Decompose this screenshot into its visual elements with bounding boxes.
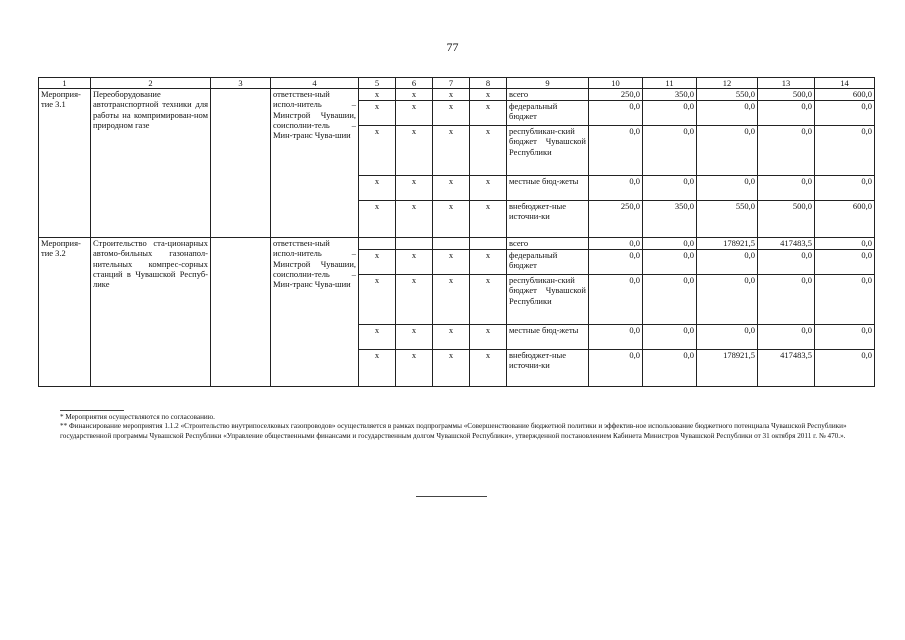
funding-source-cell: республикан-ский бюджет Чувашской Республики	[507, 275, 589, 325]
program-table	[38, 77, 875, 387]
code-cell: x	[359, 250, 396, 275]
value-cell: 500,0	[758, 201, 815, 238]
header-cell: 2	[91, 78, 211, 89]
code-cell: x	[470, 201, 507, 238]
measure-name-cell: Строительство ста-ционарных автомо-бильных газонапол-нительных компрес-сорных станций в Чувашской Респуб-лике	[91, 238, 211, 387]
value-cell: 0,0	[697, 250, 758, 275]
funding-source-cell: внебюджет-ные источни-ки	[507, 350, 589, 387]
value-cell: 0,0	[643, 250, 697, 275]
value-cell: 0,0	[643, 350, 697, 387]
code-cell: x	[359, 275, 396, 325]
value-cell: 0,0	[758, 250, 815, 275]
value-cell: 0,0	[589, 350, 643, 387]
value-cell: 0,0	[758, 325, 815, 350]
end-separator	[416, 496, 487, 497]
code-cell: x	[433, 201, 470, 238]
funding-source-cell: всего	[507, 238, 589, 250]
code-cell: x	[433, 325, 470, 350]
header-cell: 1	[39, 78, 91, 89]
value-cell: 0,0	[697, 275, 758, 325]
value-cell: 0,0	[697, 176, 758, 201]
header-row	[39, 78, 875, 89]
header-cell: 4	[271, 78, 359, 89]
responsible-cell	[211, 89, 271, 238]
code-cell: x	[359, 89, 396, 101]
value-cell: 250,0	[589, 201, 643, 238]
code-cell: x	[396, 126, 433, 176]
value-cell: 178921,5	[697, 350, 758, 387]
code-cell: x	[396, 176, 433, 201]
value-cell: 0,0	[815, 126, 875, 176]
value-cell: 0,0	[758, 101, 815, 126]
value-cell: 0,0	[758, 275, 815, 325]
responsible-cell	[211, 238, 271, 387]
header-cell: 6	[396, 78, 433, 89]
value-cell: 0,0	[589, 176, 643, 201]
funding-source-cell: федеральный бюджет	[507, 101, 589, 126]
value-cell: 417483,5	[758, 350, 815, 387]
code-cell: x	[359, 325, 396, 350]
value-cell: 250,0	[589, 89, 643, 101]
value-cell: 0,0	[815, 176, 875, 201]
header-cell: 12	[697, 78, 758, 89]
measure-name-cell: Переоборудование автотранспортной техники для работы на компримирован-ном природном газе	[91, 89, 211, 238]
code-cell: x	[359, 126, 396, 176]
code-cell: x	[396, 201, 433, 238]
value-cell: 350,0	[643, 89, 697, 101]
header-cell: 3	[211, 78, 271, 89]
code-cell	[470, 238, 507, 250]
code-cell: x	[470, 350, 507, 387]
code-cell: x	[433, 350, 470, 387]
value-cell: 0,0	[589, 275, 643, 325]
value-cell: 350,0	[643, 201, 697, 238]
value-cell: 0,0	[758, 176, 815, 201]
header-cell: 5	[359, 78, 396, 89]
code-cell: x	[396, 89, 433, 101]
header-cell: 8	[470, 78, 507, 89]
value-cell: 0,0	[643, 176, 697, 201]
value-cell: 178921,5	[697, 238, 758, 250]
code-cell: x	[470, 275, 507, 325]
value-cell: 550,0	[697, 89, 758, 101]
value-cell: 0,0	[643, 238, 697, 250]
value-cell: 600,0	[815, 201, 875, 238]
footnote-2: ** Финансирование мероприятия 1.1.2 «Строительство внутрипоселковых газопроводов» осуществляется в рамках подпрограммы «Совершенствование бюджетной политики и эффектив-ное использование бюджетного потенциала Чувашской Республики» государственной программы Чувашской Республики «Управление общественными финансами и государственным долгом Чувашской Республики», утвержденной постановлением Кабинета Министров Чувашской Республики от 31 октября 2011 г. № 470.».	[60, 422, 847, 440]
header-cell: 11	[643, 78, 697, 89]
code-cell: x	[470, 176, 507, 201]
value-cell: 0,0	[697, 101, 758, 126]
value-cell: 0,0	[589, 101, 643, 126]
value-cell: 550,0	[697, 201, 758, 238]
table-row	[39, 89, 875, 101]
code-cell	[433, 238, 470, 250]
code-cell: x	[433, 89, 470, 101]
value-cell: 0,0	[589, 238, 643, 250]
header-cell: 10	[589, 78, 643, 89]
value-cell: 0,0	[815, 238, 875, 250]
header-cell: 7	[433, 78, 470, 89]
code-cell: x	[470, 325, 507, 350]
code-cell: x	[470, 250, 507, 275]
funding-source-cell: федеральный бюджет	[507, 250, 589, 275]
value-cell: 417483,5	[758, 238, 815, 250]
header-cell: 14	[815, 78, 875, 89]
value-cell: 0,0	[643, 275, 697, 325]
funding-source-cell: местные бюд-жеты	[507, 325, 589, 350]
code-cell: x	[433, 250, 470, 275]
code-cell: x	[433, 126, 470, 176]
value-cell: 0,0	[815, 275, 875, 325]
code-cell: x	[359, 350, 396, 387]
code-cell: x	[470, 101, 507, 126]
value-cell: 0,0	[815, 350, 875, 387]
value-cell: 0,0	[643, 101, 697, 126]
value-cell: 0,0	[697, 325, 758, 350]
value-cell: 0,0	[815, 101, 875, 126]
executor-cell: ответствен-ный испол-нитель – Минстрой Чувашии, соисполни-тель – Мин-транс Чува-шии	[271, 238, 359, 387]
footnotes	[60, 410, 850, 441]
value-cell: 0,0	[643, 325, 697, 350]
value-cell: 0,0	[815, 325, 875, 350]
table-row	[39, 238, 875, 250]
code-cell: x	[470, 89, 507, 101]
header-cell: 13	[758, 78, 815, 89]
value-cell: 0,0	[589, 250, 643, 275]
value-cell: 0,0	[815, 250, 875, 275]
footnote-separator	[60, 410, 124, 411]
header-cell: 9	[507, 78, 589, 89]
value-cell: 500,0	[758, 89, 815, 101]
footnote-1: * Мероприятия осуществляются по согласованию.	[60, 413, 215, 421]
page-number: 77	[446, 40, 459, 54]
value-cell: 0,0	[589, 126, 643, 176]
value-cell: 0,0	[758, 126, 815, 176]
code-cell: x	[433, 275, 470, 325]
code-cell: x	[396, 250, 433, 275]
code-cell: x	[359, 176, 396, 201]
code-cell: x	[396, 275, 433, 325]
code-cell: x	[359, 201, 396, 238]
code-cell	[359, 238, 396, 250]
measure-cell: Мероприя-тие 3.1	[39, 89, 91, 238]
funding-source-cell: внебюджет-ные источни-ки	[507, 201, 589, 238]
code-cell	[396, 238, 433, 250]
code-cell: x	[470, 126, 507, 176]
executor-cell: ответствен-ный испол-нитель – Минстрой Чувашии, соисполни-тель – Мин-транс Чува-шии	[271, 89, 359, 238]
value-cell: 0,0	[589, 325, 643, 350]
funding-source-cell: всего	[507, 89, 589, 101]
funding-source-cell: местные бюд-жеты	[507, 176, 589, 201]
code-cell: x	[396, 101, 433, 126]
value-cell: 0,0	[643, 126, 697, 176]
funding-source-cell: республикан-ский бюджет Чувашской Республики	[507, 126, 589, 176]
code-cell: x	[396, 325, 433, 350]
measure-cell: Мероприя-тие 3.2	[39, 238, 91, 387]
code-cell: x	[433, 101, 470, 126]
code-cell: x	[433, 176, 470, 201]
code-cell: x	[396, 350, 433, 387]
value-cell: 600,0	[815, 89, 875, 101]
code-cell: x	[359, 101, 396, 126]
value-cell: 0,0	[697, 126, 758, 176]
